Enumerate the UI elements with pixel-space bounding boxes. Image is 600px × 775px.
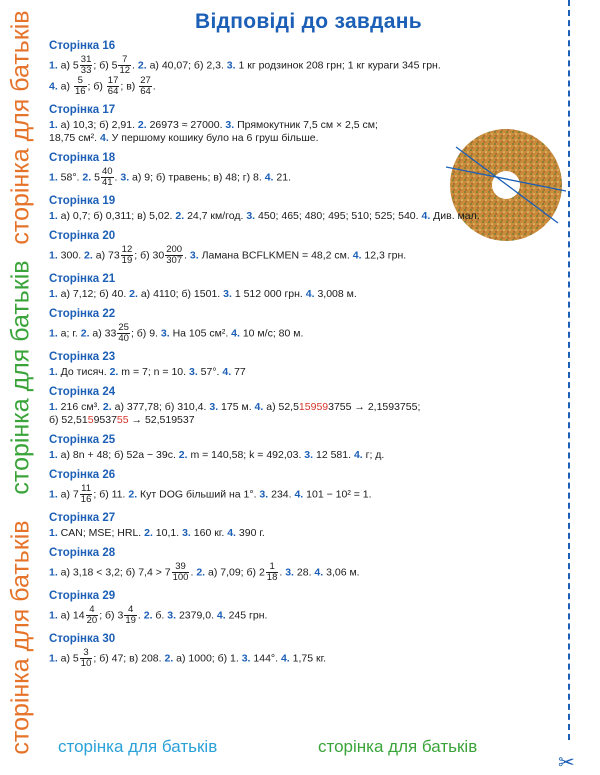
answer-row bbox=[49, 484, 549, 505]
answer-section bbox=[49, 152, 549, 188]
task-number: 3. bbox=[188, 366, 198, 378]
task-number: 1. bbox=[49, 327, 58, 340]
task-number: 4. bbox=[216, 609, 226, 622]
answer-text: 3,008 м. bbox=[314, 288, 357, 300]
section-heading: Сторінка 21 bbox=[49, 273, 116, 285]
fraction-numerator: 7 bbox=[118, 55, 131, 66]
fraction bbox=[80, 648, 93, 669]
answer-text: ; б) 30 bbox=[134, 249, 165, 262]
answer-row bbox=[49, 366, 549, 379]
task-number: 3. bbox=[259, 488, 269, 501]
answer-row bbox=[49, 605, 549, 626]
task-number: 4. bbox=[305, 288, 315, 300]
answer-text: а) 14 bbox=[57, 609, 85, 622]
section-heading: Сторінка 22 bbox=[49, 308, 116, 320]
answer-text: 450; 465; 480; 495; 510; 525; 540. bbox=[255, 210, 422, 222]
answer-row bbox=[49, 414, 549, 427]
answer-row bbox=[49, 288, 549, 301]
answer-text: а) 5 bbox=[57, 652, 79, 665]
answer-text: Прямокутник 7,5 см × 2,5 см; bbox=[234, 119, 378, 131]
fraction-denominator: 20 bbox=[86, 615, 98, 626]
fraction-numerator: 200 bbox=[166, 244, 183, 255]
task-number: 3. bbox=[223, 288, 232, 300]
answer-text: 58°. bbox=[57, 171, 83, 184]
task-number: 3. bbox=[246, 210, 256, 222]
task-number: 4. bbox=[100, 132, 109, 144]
highlighted-digits: 15959 bbox=[298, 401, 329, 413]
answer-text: а) bbox=[263, 401, 279, 413]
section-heading: Сторінка 24 bbox=[49, 386, 116, 398]
fraction-denominator: 12 bbox=[119, 65, 131, 76]
task-number: 1. bbox=[49, 249, 58, 262]
answer-text: 2379,0. bbox=[176, 609, 217, 622]
fraction-denominator: 307 bbox=[166, 255, 183, 266]
answer-text: б. bbox=[152, 609, 168, 622]
answer-section bbox=[49, 386, 549, 427]
fraction bbox=[121, 245, 134, 266]
answer-text: 18,75 см². bbox=[49, 132, 100, 144]
section-heading: Сторінка 30 bbox=[49, 633, 116, 645]
answer-text: ; б) bbox=[87, 80, 106, 93]
fraction bbox=[86, 605, 99, 626]
answer-text: Див. мал. bbox=[430, 210, 480, 222]
answer-text: . bbox=[114, 171, 121, 184]
answer-text: На 105 см². bbox=[169, 327, 232, 340]
answer-text: 52,5 bbox=[278, 401, 299, 413]
answer-text: . bbox=[279, 566, 286, 579]
answer-section bbox=[49, 273, 549, 301]
fraction-denominator: 64 bbox=[107, 86, 119, 97]
task-number: 3. bbox=[226, 59, 236, 72]
answer-row bbox=[49, 167, 549, 188]
task-number: 2. bbox=[178, 449, 188, 461]
answer-text: 300. bbox=[57, 249, 85, 262]
answer-text: 101 − 10² = 1. bbox=[303, 488, 372, 501]
answer-text: г; д. bbox=[362, 449, 385, 461]
answer-section bbox=[49, 434, 549, 462]
answer-text: → 52,519537 bbox=[128, 414, 195, 426]
answer-text: 390 г. bbox=[235, 527, 265, 539]
answer-section bbox=[49, 590, 549, 626]
fraction-denominator: 64 bbox=[140, 86, 151, 97]
answer-section bbox=[49, 308, 549, 344]
task-number: 1. bbox=[49, 401, 58, 413]
answer-text: 26973 ≈ 27000. bbox=[146, 119, 226, 131]
task-number: 2. bbox=[102, 401, 112, 413]
task-number: 3. bbox=[285, 566, 294, 579]
answer-row bbox=[49, 119, 549, 132]
task-number: 4. bbox=[222, 366, 232, 378]
fraction-numerator: 31 bbox=[80, 54, 92, 65]
answer-text: а) 4110; б) 1501. bbox=[137, 288, 224, 300]
task-number: 3. bbox=[209, 401, 219, 413]
answer-row bbox=[49, 648, 549, 669]
answer-text: а) 7 bbox=[57, 488, 79, 501]
fraction-denominator: 19 bbox=[121, 255, 133, 266]
answer-text: 234. bbox=[268, 488, 295, 501]
section-heading: Сторінка 29 bbox=[49, 590, 116, 602]
answer-text: ; б) 47; в) 208. bbox=[93, 652, 165, 665]
task-number: 1. bbox=[49, 488, 58, 501]
task-number: 4. bbox=[254, 401, 264, 413]
side-label-text: сторінка для батьків bbox=[6, 260, 35, 495]
answer-text: 57°. bbox=[197, 366, 223, 378]
bottom-label-left: сторінка для батьків bbox=[58, 737, 218, 756]
answer-row bbox=[49, 323, 549, 344]
answer-text: 160 кг. bbox=[190, 527, 228, 539]
answer-section bbox=[49, 547, 549, 583]
task-number: 3. bbox=[189, 249, 199, 262]
answer-text: а) 40,07; б) 2,3. bbox=[146, 59, 227, 72]
fraction-denominator: 100 bbox=[172, 572, 189, 583]
answer-text: а) 5 bbox=[57, 59, 79, 72]
answer-section bbox=[49, 195, 549, 223]
task-number: 2. bbox=[137, 119, 147, 131]
answer-text: 1,75 кг. bbox=[289, 652, 327, 665]
fraction bbox=[117, 323, 130, 344]
answer-text: 10 м/с; 80 м. bbox=[239, 327, 304, 340]
answer-text: а) 0,7; б) 0,311; в) 5,02. bbox=[57, 210, 176, 222]
fraction-numerator: 25 bbox=[118, 322, 129, 333]
answer-text: 216 см³. bbox=[57, 401, 103, 413]
answer-text: . bbox=[184, 249, 190, 262]
answer-text: а) 9; б) травень; в) 48; г) 8. bbox=[129, 171, 265, 184]
answer-row bbox=[49, 132, 549, 145]
answer-text: . bbox=[152, 80, 156, 93]
task-number: 2. bbox=[175, 210, 185, 222]
fraction bbox=[80, 55, 93, 76]
answer-text: 77 bbox=[231, 366, 246, 378]
answer-text: 144°. bbox=[250, 652, 281, 665]
section-heading: Сторінка 26 bbox=[49, 469, 116, 481]
answer-text: 1 кг родзинок 208 грн; 1 кг кураги 345 грн. bbox=[235, 59, 441, 72]
answer-text: ; б) 11. bbox=[93, 488, 129, 501]
side-label-middle bbox=[0, 255, 42, 500]
task-number: 4. bbox=[352, 249, 362, 262]
answer-text: 175 м. bbox=[218, 401, 255, 413]
fraction-numerator: 40 bbox=[101, 166, 113, 177]
task-number: 1. bbox=[49, 119, 58, 131]
task-number: 4. bbox=[353, 449, 363, 461]
answer-row bbox=[49, 76, 549, 97]
task-number: 2. bbox=[109, 366, 119, 378]
answer-section bbox=[49, 512, 549, 540]
task-number: 2. bbox=[82, 171, 92, 184]
task-number: 1. bbox=[49, 59, 58, 72]
answer-section bbox=[49, 351, 549, 379]
answers-list bbox=[49, 40, 549, 676]
task-number: 4. bbox=[421, 210, 431, 222]
answer-text: Кут DOG більший на 1°. bbox=[137, 488, 260, 501]
section-heading: Сторінка 28 bbox=[49, 547, 116, 559]
fraction-denominator: 18 bbox=[266, 572, 278, 583]
answer-text: 3,06 м. bbox=[323, 566, 360, 579]
answer-text: 1 512 000 грн. bbox=[231, 288, 306, 300]
fraction bbox=[172, 562, 190, 583]
fraction-numerator: 4 bbox=[86, 605, 99, 616]
fraction bbox=[124, 605, 137, 626]
answer-text: ; б) 5 bbox=[93, 59, 118, 72]
section-heading: Сторінка 23 bbox=[49, 351, 116, 363]
answer-text: 5 bbox=[91, 171, 100, 184]
page-title: Відповіді до завдань bbox=[195, 10, 422, 33]
answer-row bbox=[49, 449, 549, 462]
answer-row bbox=[49, 401, 549, 414]
answer-text: ; в) bbox=[120, 80, 139, 93]
task-number: 2. bbox=[164, 652, 174, 665]
answer-row bbox=[49, 562, 549, 583]
task-number: 1. bbox=[49, 609, 58, 622]
fraction bbox=[80, 484, 93, 505]
fraction-numerator: 1 bbox=[266, 562, 279, 573]
answer-text: а) 7,09; б) 2 bbox=[205, 566, 265, 579]
task-number: 1. bbox=[49, 652, 58, 665]
fraction bbox=[74, 76, 87, 97]
fraction-numerator: 12 bbox=[121, 244, 133, 255]
answer-text: а) 1000; б) 1. bbox=[173, 652, 242, 665]
fraction-denominator: 33 bbox=[80, 65, 92, 76]
side-label-text: сторінка для батьків bbox=[6, 520, 35, 755]
answer-row bbox=[49, 210, 549, 223]
cut-line bbox=[568, 0, 570, 740]
answer-text: 245 грн. bbox=[225, 609, 268, 622]
task-number: 4. bbox=[314, 566, 324, 579]
fraction bbox=[107, 76, 120, 97]
task-number: 4. bbox=[231, 327, 240, 340]
fraction bbox=[266, 562, 279, 583]
answer-text: . bbox=[190, 566, 197, 579]
answer-text: а) 10,3; б) 2,91. bbox=[57, 119, 138, 131]
answer-section bbox=[49, 469, 549, 505]
answer-text: а) 7,12; б) 40. bbox=[57, 288, 130, 300]
task-number: 3. bbox=[241, 652, 251, 665]
section-heading: Сторінка 20 bbox=[49, 230, 116, 242]
task-number: 2. bbox=[137, 59, 147, 72]
fraction-numerator: 5 bbox=[74, 76, 87, 87]
task-number: 3. bbox=[160, 327, 170, 340]
fraction-numerator: 11 bbox=[81, 483, 91, 494]
side-label-top bbox=[0, 10, 42, 245]
task-number: 4. bbox=[49, 80, 58, 93]
task-number: 1. bbox=[49, 527, 58, 539]
answer-text: 9537 bbox=[93, 414, 117, 426]
answer-text: 12,3 грн. bbox=[361, 249, 407, 262]
answer-text: а) 33 bbox=[89, 327, 117, 340]
answer-text: а) 377,78; б) 310,4. bbox=[111, 401, 210, 413]
task-number: 1. bbox=[49, 366, 58, 378]
scissors-icon: ✂ bbox=[558, 752, 575, 774]
answer-text: У першому кошику було на 6 груш більше. bbox=[108, 132, 319, 144]
answer-text: CAN; MSE; HRL. bbox=[57, 527, 145, 539]
answer-text: б) 52,51 bbox=[49, 414, 88, 426]
task-number: 2. bbox=[128, 488, 138, 501]
task-number: 3. bbox=[182, 527, 191, 539]
task-number: 1. bbox=[49, 449, 58, 461]
task-number: 3. bbox=[167, 609, 177, 622]
section-heading: Сторінка 18 bbox=[49, 152, 116, 164]
fraction-numerator: 3 bbox=[80, 648, 93, 659]
answer-text: а; г. bbox=[57, 327, 81, 340]
section-heading: Сторінка 17 bbox=[49, 104, 116, 116]
task-number: 3. bbox=[304, 449, 314, 461]
task-number: 2. bbox=[143, 609, 153, 622]
answer-row bbox=[49, 55, 549, 76]
task-number: 1. bbox=[49, 288, 58, 300]
task-number: 2. bbox=[80, 327, 90, 340]
section-heading: Сторінка 19 bbox=[49, 195, 116, 207]
answer-text: 3755 → 2,1593755; bbox=[328, 401, 421, 413]
answer-section bbox=[49, 633, 549, 669]
section-heading: Сторінка 16 bbox=[49, 40, 116, 52]
side-label-bottom bbox=[0, 510, 42, 765]
answer-text: 12 581. bbox=[313, 449, 354, 461]
task-number: 4. bbox=[280, 652, 290, 665]
task-number: 1. bbox=[49, 171, 58, 184]
answer-row bbox=[49, 527, 549, 540]
answer-row bbox=[49, 245, 549, 266]
bottom-label-right: сторінка для батьків bbox=[318, 737, 478, 756]
answer-section bbox=[49, 40, 549, 97]
answer-text: а) 8n + 48; б) 52a − 39c. bbox=[57, 449, 179, 461]
side-label-text: сторінка для батьків bbox=[6, 10, 35, 245]
fraction-denominator: 40 bbox=[118, 333, 129, 344]
task-number: 4. bbox=[227, 527, 236, 539]
answer-text: ; б) 9. bbox=[130, 327, 161, 340]
answer-text: . bbox=[137, 609, 144, 622]
answer-text: . bbox=[132, 59, 138, 72]
task-number: 2. bbox=[84, 249, 93, 262]
answer-text: m = 140,58; k = 492,03. bbox=[187, 449, 305, 461]
answer-text: m = 7; n = 10. bbox=[118, 366, 189, 378]
task-number: 2. bbox=[129, 288, 138, 300]
answer-text: 21. bbox=[273, 171, 291, 184]
fraction-denominator: 16 bbox=[80, 494, 92, 505]
answer-text: а) 3,18 < 3,2; б) 7,4 > 7 bbox=[57, 566, 171, 579]
highlighted-digits: 5 bbox=[87, 414, 94, 426]
fraction-numerator: 4 bbox=[124, 605, 137, 616]
answer-text: 24,7 км/год. bbox=[184, 210, 247, 222]
answer-text: Ламана BCFLKMEN = 48,2 см. bbox=[198, 249, 353, 262]
fraction-denominator: 16 bbox=[74, 86, 86, 97]
answer-text: а) 73 bbox=[92, 249, 120, 262]
task-number: 1. bbox=[49, 210, 58, 222]
fraction-denominator: 41 bbox=[101, 177, 113, 188]
task-number: 3. bbox=[225, 119, 235, 131]
highlighted-digits: 55 bbox=[116, 414, 129, 426]
section-heading: Сторінка 25 bbox=[49, 434, 116, 446]
answer-text: а) bbox=[57, 80, 73, 93]
fraction-numerator: 27 bbox=[140, 75, 151, 86]
answer-text: 28. bbox=[293, 566, 315, 579]
task-number: 2. bbox=[144, 527, 153, 539]
fraction-denominator: 10 bbox=[80, 658, 92, 669]
fraction bbox=[139, 76, 152, 97]
fraction-numerator: 39 bbox=[172, 562, 190, 573]
task-number: 2. bbox=[196, 566, 206, 579]
task-number: 1. bbox=[49, 566, 58, 579]
fraction bbox=[101, 167, 114, 188]
fraction bbox=[118, 55, 131, 76]
answer-section bbox=[49, 230, 549, 266]
answer-section bbox=[49, 104, 549, 145]
answer-text: ; б) 3 bbox=[99, 609, 124, 622]
task-number: 4. bbox=[264, 171, 274, 184]
fraction bbox=[165, 245, 183, 266]
fraction-numerator: 17 bbox=[107, 75, 119, 86]
task-number: 3. bbox=[120, 171, 130, 184]
answer-text: До тисяч. bbox=[57, 366, 110, 378]
fraction-denominator: 19 bbox=[125, 615, 136, 626]
answer-text: 10,1. bbox=[152, 527, 183, 539]
task-number: 4. bbox=[294, 488, 304, 501]
section-heading: Сторінка 27 bbox=[49, 512, 116, 524]
